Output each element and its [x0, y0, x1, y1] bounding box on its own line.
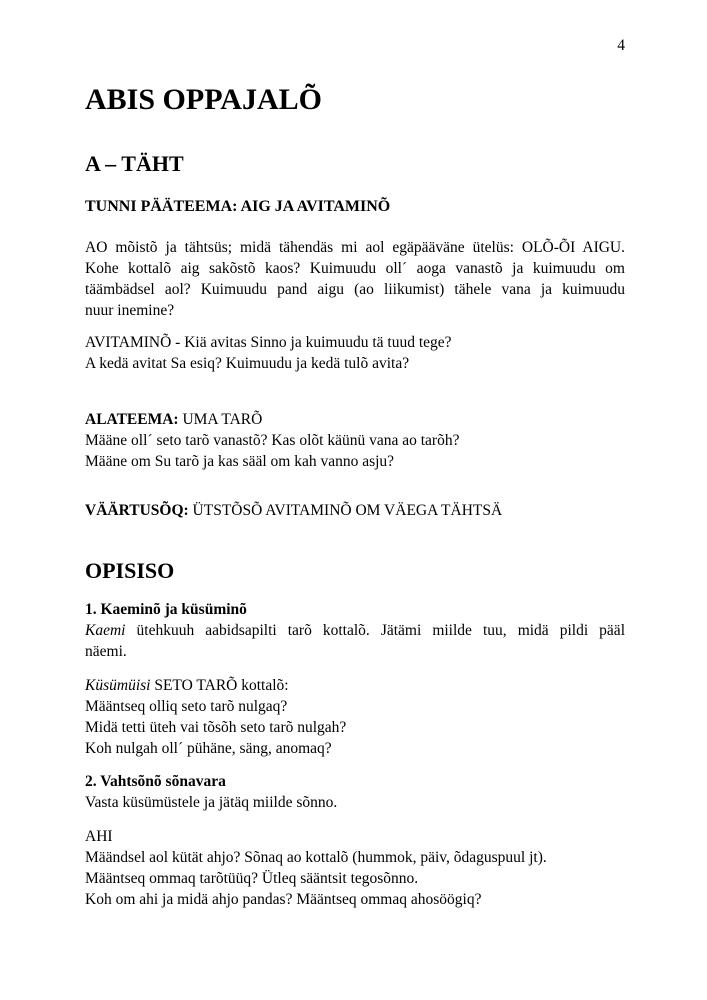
- alateema-question: Määne oll´ seto tarõ vanastõ? Kas olõt käünü vana ao tarõh?: [85, 432, 460, 449]
- ahi-question: Koh om ahi ja midä ahjo pandas? Määntseq ommaq ahosöögiq?: [85, 891, 482, 908]
- ahi-block: [85, 826, 625, 910]
- question-line: Koh nulgah oll´ pühäne, säng, anomaq?: [85, 740, 332, 757]
- lesson-theme-heading: TUNNI PÄÄTEEMA: AIG JA AVITAMINÕ: [85, 198, 391, 215]
- intro-line: AO mõistõ ja tähtsüs; midä tähendäs mi aol egäpääväne ütelüs: OLÕ-ÕI AIGU.: [85, 239, 625, 256]
- alateema-section: [85, 409, 625, 472]
- avitamino-line: AVITAMINÕ - Kiä avitas Sinno ja kuimuudu tä tuud tege?: [85, 334, 452, 351]
- document-title: ABIS OPPAJALÕ: [85, 83, 322, 116]
- avitamino-line: A kedä avitat Sa esiq? Kuimuudu ja kedä tulõ avita?: [85, 355, 410, 372]
- questions-intro-rest: SETO TARÕ kottalõ:: [150, 677, 289, 694]
- question-line: Määntseq olliq seto tarõ nulgaq?: [85, 698, 288, 715]
- alateema-title: UMA TARÕ: [178, 411, 263, 428]
- intro-paragraph: [85, 237, 625, 321]
- intro-line: täämbädsel aol? Kuimuudu pand aigu (ao liikumist) tähele vana ja kuimuudu: [85, 281, 625, 298]
- questions-intro-line: [85, 675, 625, 696]
- opisiso-heading: OPISISO: [85, 558, 175, 583]
- ahi-topic: AHI: [85, 828, 113, 845]
- intro-line: nuur inemine?: [85, 302, 175, 319]
- page-number: 4: [617, 37, 625, 54]
- alateema-heading-line: [85, 409, 625, 430]
- values-line: [85, 500, 625, 521]
- values-label: VÄÄRTUSÕQ:: [85, 502, 189, 519]
- ahi-question: Määndsel aol kütät ahjo? Sõnaq ao kottalõ (hummok, päiv, õdaguspuul jt).: [85, 849, 547, 866]
- section1-paragraph: [85, 620, 625, 662]
- section1-para-rest: ütehkuuh aabidsapilti tarõ kottalõ. Jätämi miilde tuu, midä pildi pääl: [125, 622, 625, 639]
- values-text: ÜTSTÕSÕ AVITAMINÕ OM VÄEGA TÄHTSÄ: [188, 502, 503, 519]
- question-line: Midä tetti üteh vai tõsõh seto tarõ nulgah?: [85, 719, 347, 736]
- intro-line: Kohe kottalõ aig sakõstõ kaos? Kuimuudu oll´ aoga vanastõ ja kuimuudu om: [85, 260, 625, 277]
- alateema-question: Määne om Su tarõ ja kas sääl om kah vanno asju?: [85, 453, 395, 470]
- section1-para-line: [85, 620, 625, 641]
- questions-block: [85, 675, 625, 759]
- alateema-label: ALATEEMA:: [85, 411, 179, 428]
- questions-intro-italic: Küsümüisi: [85, 677, 151, 694]
- section1-para-line: näemi.: [85, 643, 127, 660]
- avitamino-paragraph: [85, 332, 625, 374]
- section1-italic-lead: Kaemi: [85, 622, 126, 639]
- section1-title: 1. Kaeminõ ja küsüminõ: [85, 601, 247, 618]
- letter-heading: A – TÄHT: [85, 151, 184, 176]
- ahi-question: Määntseq ommaq tarõtüüq? Ütleq sääntsit tegosõnno.: [85, 870, 419, 887]
- section2-instruction: Vasta küsümüstele ja jätäq miilde sõnno.: [85, 794, 338, 811]
- section2-title: 2. Vahtsõnõ sõnavara: [85, 773, 226, 790]
